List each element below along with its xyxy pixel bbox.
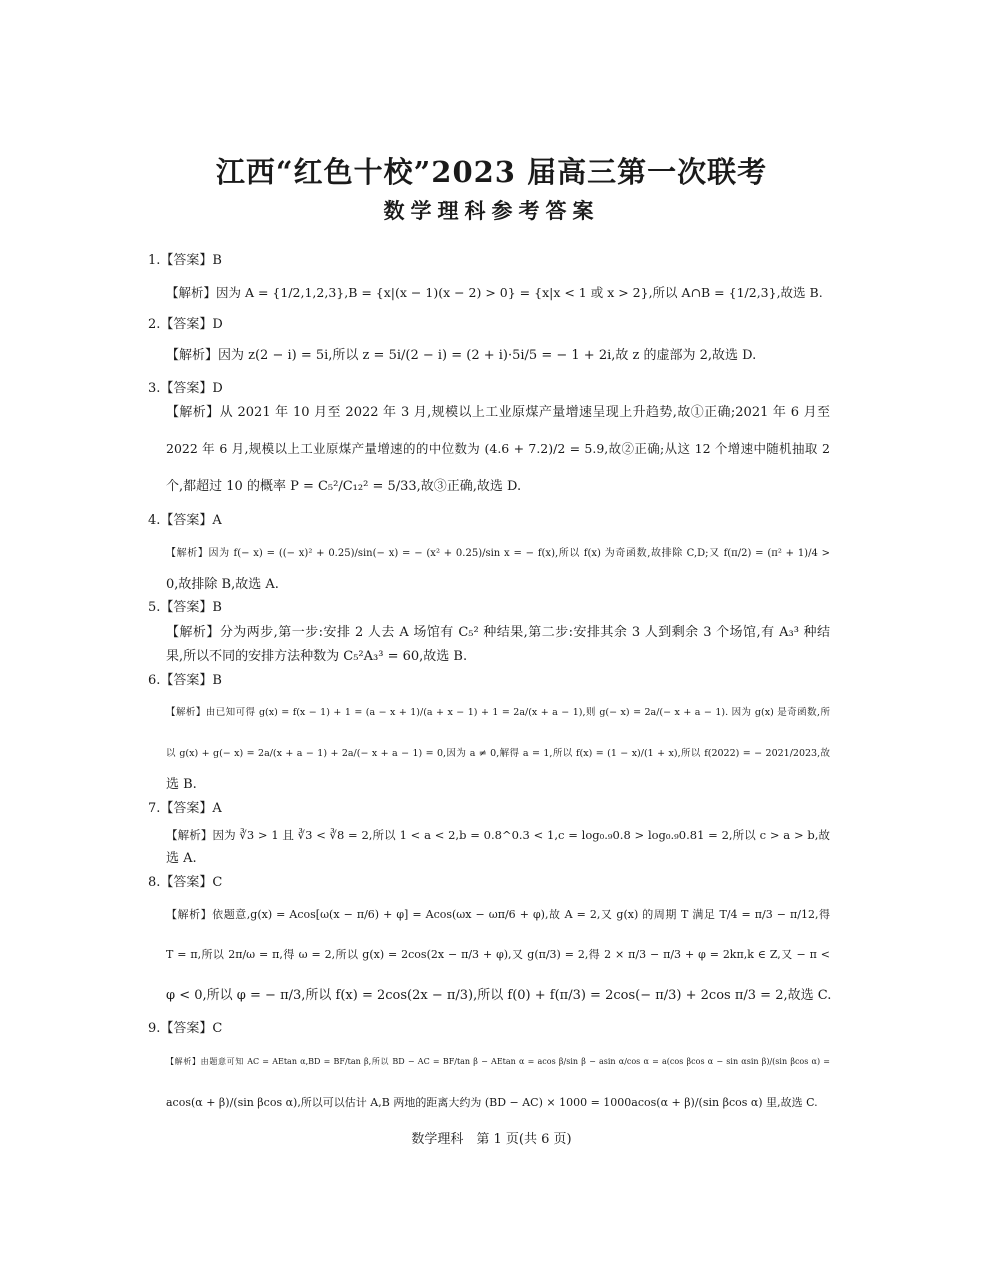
analysis-7-line-1: 【解析】因为 ∛3 > 1 且 ∛3 < ∛8 = 2,所以 1 < a < 2,b = 0.8^0.3 < 1,c = log₀.₉0.8 > log₀.₉0.81 = 2,所以 c > a > b,故: [166, 828, 830, 842]
answer-1: 1.【答案】B: [148, 253, 222, 268]
analysis-8-line-2: T = π,所以 2π/ω = π,得 ω = 2,所以 g(x) = 2cos(2x − π/3 + φ),又 g(π/3) = 2,得 2 × π/3 − π/3 + φ = 2kπ,k ∈ Z,又 − π <: [166, 948, 830, 961]
answer-3: 3.【答案】D: [148, 381, 223, 396]
analysis-5-line-2: 果,所以不同的安排方法种数为 C₅²A₃³ = 60,故选 B.: [166, 649, 468, 664]
analysis-9-line-1: 【解析】由题意可知 AC = AEtan α,BD = BF/tan β,所以 BD − AC = BF/tan β − AEtan α = acos β/sin β − asin α/cos α = a(cos βcos α − sin αsin β)/(sin βcos α) =: [166, 1057, 830, 1066]
analysis-4-line-1: 【解析】因为 f(− x) = ((− x)² + 0.25)/sin(− x) = − (x² + 0.25)/sin x = − f(x),所以 f(x) 为奇函数,故排除 C,D;又 f(π/2) = (π² + 1)/4 >: [166, 548, 830, 559]
analysis-3-line-1: 【解析】从 2021 年 10 月至 2022 年 3 月,规模以上工业原煤产量增速呈现上升趋势,故①正确;2021 年 6 月至: [166, 405, 830, 420]
analysis-9-line-2: acos(α + β)/(sin βcos α),所以可以估计 A,B 两地的距离大约为 (BD − AC) × 1000 = 1000acos(α + β)/(sin βcos α) 里,故选 C.: [166, 1096, 818, 1109]
answer-8: 8.【答案】C: [148, 875, 223, 890]
answer-4: 4.【答案】A: [148, 513, 222, 528]
answer-5: 5.【答案】B: [148, 600, 222, 615]
answer-6: 6.【答案】B: [148, 673, 222, 688]
page-subtitle: 数学理科参考答案: [383, 198, 600, 223]
analysis-5-line-1: 【解析】分为两步,第一步:安排 2 人去 A 场馆有 C₅² 种结果,第二步:安排其余 3 人到剩余 3 个场馆,有 A₃³ 种结: [166, 625, 830, 640]
analysis-7-line-2: 选 A.: [166, 851, 197, 866]
analysis-3-line-2: 2022 年 6 月,规模以上工业原煤产量增速的的中位数为 (4.6 + 7.2)/2 = 5.9,故②正确;从这 12 个增速中随机抽取 2: [166, 441, 830, 456]
analysis-8-line-1: 【解析】依题意,g(x) = Acos[ω(x − π/6) + φ] = Acos(ωx − ωπ/6 + φ),故 A = 2,又 g(x) 的周期 T 满足 T/4 = π/3 − π/12,得: [166, 908, 830, 921]
analysis-3-line-3: 个,都超过 10 的概率 P = C₅²/C₁₂² = 5/33,故③正确,故选 D.: [166, 479, 522, 494]
analysis-2-line-1: 【解析】因为 z(2 − i) = 5i,所以 z = 5i/(2 − i) = (2 + i)·5i/5 = − 1 + 2i,故 z 的虚部为 2,故选 D.: [166, 348, 757, 363]
analysis-6-line-3: 选 B.: [166, 777, 197, 792]
analysis-6-line-2: 以 g(x) + g(− x) = 2a/(x + a − 1) + 2a/(− x + a − 1) = 0,因为 a ≠ 0,解得 a = 1,所以 f(x) = (1 − x)/(1 + x),所以 f(2022) = − 2021/2023,故: [166, 748, 830, 759]
analysis-4-line-2: 0,故排除 B,故选 A.: [166, 577, 279, 592]
analysis-1-line-1: 【解析】因为 A = {1/2,1,2,3},B = {x|(x − 1)(x − 2) > 0} = {x|x < 1 或 x > 2},所以 A∩B = {1/2,3},故选 B.: [166, 285, 823, 300]
analysis-8-line-3: φ < 0,所以 φ = − π/3,所以 f(x) = 2cos(2x − π/3),所以 f(0) + f(π/3) = 2cos(− π/3) + 2cos π/3 = 2,故选 C.: [166, 988, 832, 1003]
answer-9: 9.【答案】C: [148, 1021, 223, 1036]
page-footer: 数学理科 第 1 页(共 6 页): [411, 1132, 572, 1147]
answer-2: 2.【答案】D: [148, 317, 223, 332]
analysis-6-line-1: 【解析】由已知可得 g(x) = f(x − 1) + 1 = (a − x + 1)/(a + x − 1) + 1 = 2a/(x + a − 1),则 g(− x) = 2a/(− x + a − 1). 因为 g(x) 是奇函数,所: [166, 707, 831, 718]
page-title: 江西“红色十校”2023 届高三第一次联考: [215, 155, 768, 189]
answer-7: 7.【答案】A: [148, 801, 222, 816]
